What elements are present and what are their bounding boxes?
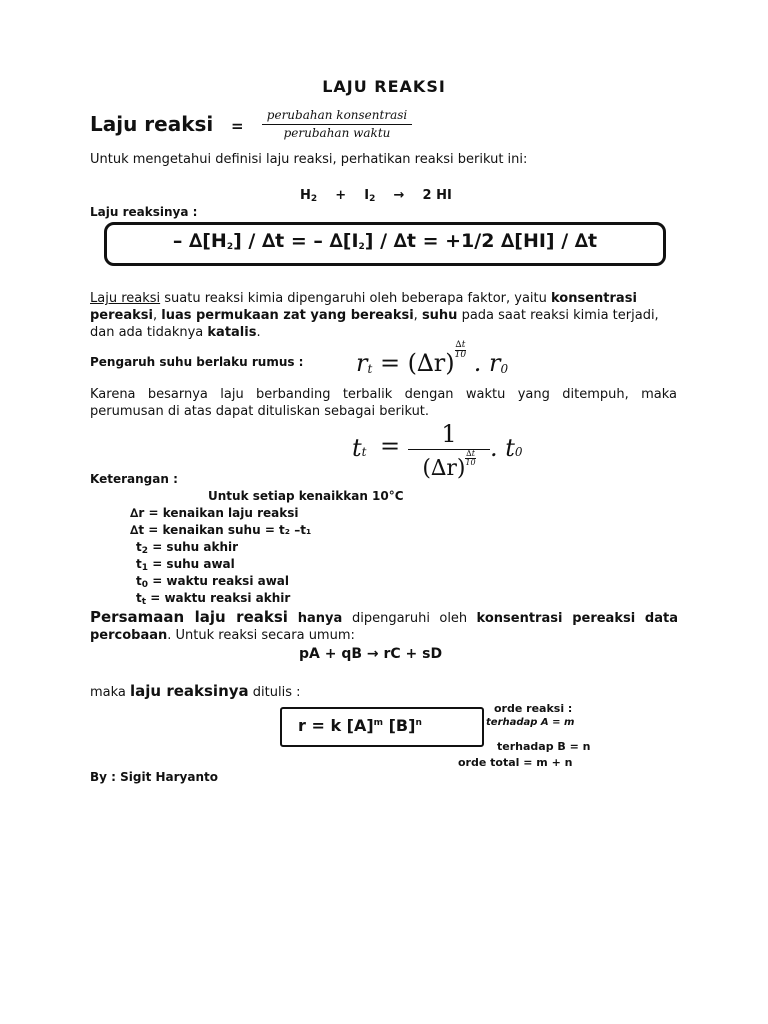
keterangan-title: Keterangan :	[90, 472, 178, 486]
f1-rhs-sub: 0	[500, 362, 509, 376]
f2-equals: =	[380, 432, 401, 460]
factor-suhu: suhu	[421, 308, 458, 323]
rate-sub-2: 2	[358, 242, 365, 252]
ket-sub: 0	[141, 580, 149, 590]
ket-desc: = waktu reaksi akhir	[146, 591, 291, 605]
orde-b: terhadap B = n	[497, 740, 591, 753]
maka-line	[90, 682, 301, 700]
reactant-h-sub: 2	[310, 194, 318, 204]
f2-exponent	[465, 450, 475, 467]
f1-exp-den: 10	[454, 350, 467, 360]
general-reaction: pA + qB → rC + sD	[299, 646, 443, 662]
fraction-numerator: perubahan konsentrasi	[262, 108, 412, 125]
laju-reaksi-link: Laju reaksi	[90, 291, 161, 306]
para3-konsentrasi: konsentrasi pereaksi data percobaan	[90, 611, 678, 643]
para3-hanya: hanya	[287, 611, 352, 626]
fraction-denominator: perubahan waktu	[283, 126, 391, 140]
reaction-equation	[300, 188, 452, 204]
plus-sign: +	[335, 188, 347, 203]
page-title: LAJU REAKSI	[322, 77, 446, 96]
rate-law-part-1: r = k [A]	[298, 716, 374, 735]
exponent-n: n	[415, 718, 422, 728]
inverse-paragraph: Karena besarnya laju berbanding terbalik dengan waktu yang ditempuh, maka perumusan di atas dapat dituliskan sebagai berikut.	[90, 387, 677, 419]
keterangan-row	[130, 506, 298, 522]
rate-part-2: ] / ∆t = – ∆[I	[233, 230, 359, 252]
ket-desc: = kenaikan laju reaksi	[144, 506, 299, 520]
ket-symbol: ∆t	[130, 523, 145, 537]
orde-a: terhadap A = m	[486, 717, 575, 728]
f2-fraction	[408, 420, 490, 481]
ket-symbol: t	[136, 557, 142, 571]
ket-symbol: ∆r	[130, 506, 145, 520]
f1-lhs: r	[356, 349, 368, 377]
ket-desc: = suhu awal	[148, 557, 235, 571]
ket-sub: 2	[141, 546, 149, 556]
rate-law-part-2: [B]	[383, 716, 416, 735]
keterangan-row	[136, 540, 238, 556]
author-line: By : Sigit Haryanto	[90, 770, 218, 784]
definition-fraction	[262, 108, 412, 140]
rate-part-3: ] / ∆t = +1/2 ∆[HI] / ∆t	[364, 230, 598, 252]
reactant-i: I	[364, 188, 370, 203]
f2-exp-num: ∆t	[466, 449, 475, 458]
f1-rhs: . r	[466, 349, 501, 377]
definition-lhs: Laju reaksi	[90, 112, 214, 136]
para1-period: .	[256, 325, 261, 340]
ket-sub: 1	[141, 563, 149, 573]
f2-lhs-sub: t	[361, 445, 367, 459]
f2-lhs: t	[352, 434, 362, 462]
f1-exp-num: ∆t	[455, 340, 466, 350]
rate-expression	[104, 230, 666, 252]
keterangan-row	[130, 523, 311, 539]
keterangan-subtitle: Untuk setiap kenaikkan 10°C	[208, 489, 404, 503]
ket-desc: = suhu akhir	[148, 540, 239, 554]
f2-numerator: 1	[408, 420, 490, 450]
ket-desc: = kenaikan suhu = t₂ –t₁	[144, 523, 312, 537]
product: 2 HI	[422, 188, 452, 203]
exponent-m: m	[373, 718, 384, 728]
factor-katalis: katalis	[207, 325, 257, 340]
temperature-formula	[356, 341, 508, 377]
ket-desc: = waktu reaksi awal	[148, 574, 290, 588]
orde-total: orde total = m + n	[458, 756, 573, 769]
factors-paragraph	[90, 290, 670, 341]
f2-rhs-group	[490, 434, 523, 462]
ket-sub: t	[141, 597, 147, 607]
f2-rhs-sub: 0	[514, 445, 523, 459]
para1-comma: ,	[152, 308, 162, 323]
para1-comma-2: ,	[413, 308, 422, 323]
f1-mid: = (∆r)	[372, 349, 455, 377]
factor-konsentrasi: konsentrasi pereaksi	[90, 291, 637, 323]
laju-reaksinya-label: Laju reaksinya :	[90, 205, 198, 219]
f1-exponent	[455, 341, 466, 360]
keterangan-row	[136, 591, 290, 607]
para3-text: dipengaruhi oleh	[351, 611, 477, 626]
maka-text: maka	[90, 685, 131, 700]
rate-sub-1: 2	[226, 242, 234, 252]
intro-text: Untuk mengetahui definisi laju reaksi, perhatikan reaksi berikut ini:	[90, 152, 528, 167]
f1-lhs-sub: t	[367, 362, 373, 376]
factor-luas-permukaan: luas permukaan zat yang bereaksi	[161, 308, 414, 323]
f2-lhs-group	[352, 434, 366, 462]
para1-text-2: pada saat reaksi kimia terjadi, dan ada tidaknya	[90, 308, 659, 340]
ket-symbol: t	[136, 591, 142, 605]
f2-denominator-group	[408, 450, 490, 481]
definition-equals: =	[231, 117, 244, 135]
ket-symbol: t	[136, 540, 142, 554]
ket-symbol: t	[136, 574, 142, 588]
maka-laju-reaksinya: laju reaksinya	[130, 682, 249, 700]
para1-text: suatu reaksi kimia dipengaruhi oleh beberapa faktor, yaitu	[160, 291, 552, 306]
para3-text-2: . Untuk reaksi secara umum:	[167, 628, 355, 643]
f2-rhs: . t	[490, 434, 515, 462]
keterangan-row	[136, 557, 235, 573]
orde-title: orde reaksi :	[494, 702, 573, 715]
reaction-arrow: →	[393, 188, 405, 203]
reactant-h: H	[300, 188, 311, 203]
maka-ditulis: ditulis :	[248, 685, 301, 700]
rate-law-expression	[298, 716, 422, 735]
f2-denominator: (∆r)	[422, 456, 466, 481]
keterangan-row	[136, 574, 289, 590]
rate-part-1: – ∆[H	[172, 230, 227, 252]
reactant-i-sub: 2	[369, 194, 376, 204]
suhu-formula-label: Pengaruh suhu berlaku rumus :	[90, 355, 304, 369]
rate-law-paragraph	[90, 609, 678, 644]
f2-exp-den: 10	[465, 458, 476, 467]
persamaan-laju-reaksi: Persamaan laju reaksi	[90, 608, 288, 626]
